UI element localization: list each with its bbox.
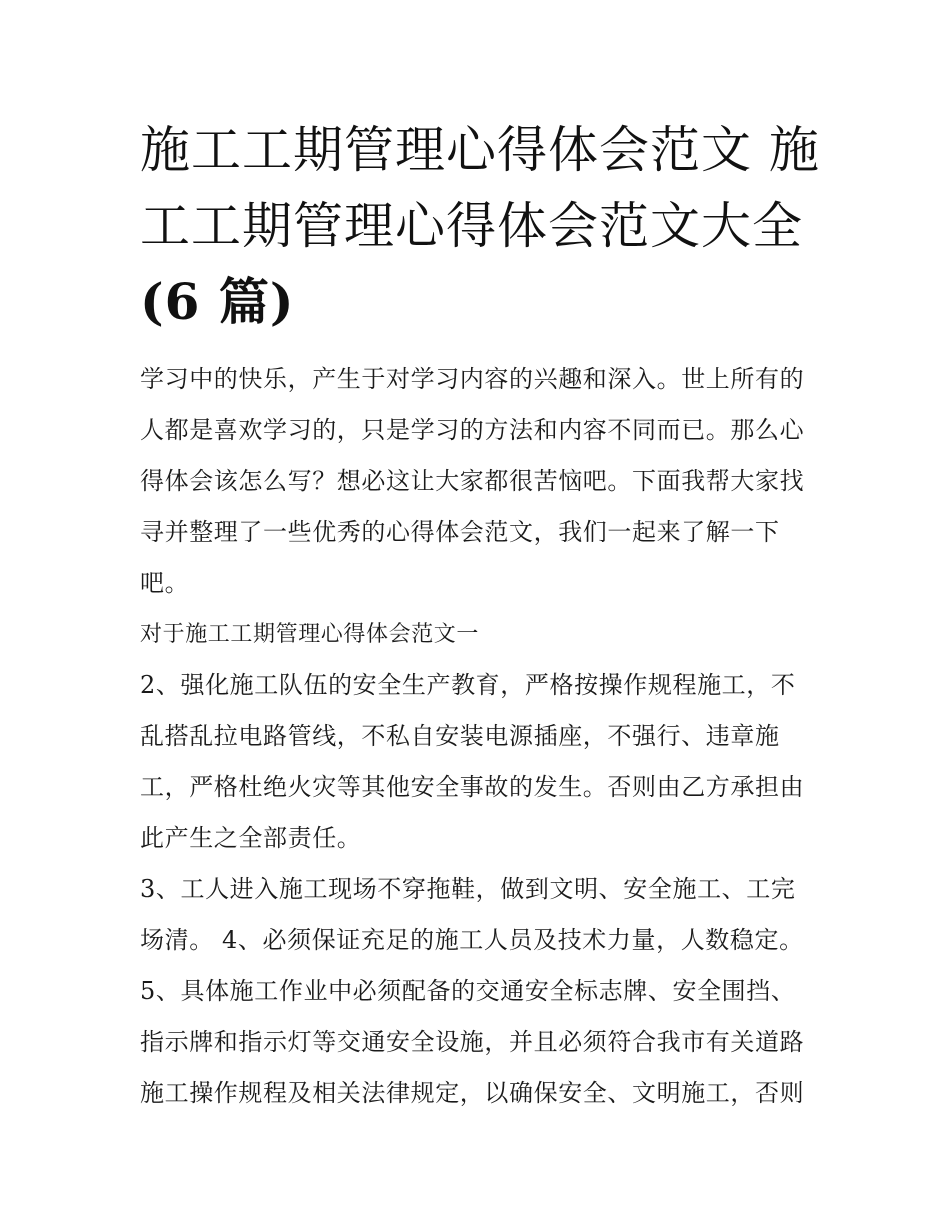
body-line: 吧。 — [140, 569, 190, 597]
body-line: 乱搭乱拉电路管线，不私自安装电源插座，不强行、违章施 — [140, 722, 780, 750]
body-line: 3、工人进入施工现场不穿拖鞋，做到文明、安全施工、工完 — [140, 875, 796, 903]
section-heading: 对于施工工期管理心得体会范文一 — [140, 622, 480, 647]
title-line-1: 施工工期管理心得体会范文 施 — [140, 121, 820, 179]
document-body — [140, 354, 820, 1119]
body-line: 指示牌和指示灯等交通安全设施，并且必须符合我市有关道路 — [140, 1028, 805, 1056]
body-line: 寻并整理了一些优秀的心得体会范文，我们一起来了解一下 — [140, 518, 780, 546]
body-line: 学习中的快乐，产生于对学习内容的兴趣和深入。世上所有的 — [140, 365, 805, 393]
body-line: 施工操作规程及相关法律规定，以确保安全、文明施工，否则 — [140, 1079, 805, 1107]
body-line: 场清。 4、必须保证充足的施工人员及技术力量，人数稳定。 — [140, 926, 804, 954]
body-line: 人都是喜欢学习的，只是学习的方法和内容不同而已。那么心 — [140, 416, 805, 444]
body-line: 此产生之全部责任。 — [140, 824, 362, 852]
document-title — [140, 112, 820, 340]
title-line-2: 工工期管理心得体会范文大全 — [140, 197, 803, 255]
body-line: 2、强化施工队伍的安全生产教育，严格按操作规程施工，不 — [140, 671, 796, 699]
title-line-3: (6 篇) — [140, 272, 295, 331]
body-line: 5、具体施工作业中必须配备的交通安全标志牌、安全围挡、 — [140, 977, 796, 1005]
body-line: 工，严格杜绝火灾等其他安全事故的发生。否则由乙方承担由 — [140, 773, 805, 801]
body-line: 得体会该怎么写？想必这让大家都很苦恼吧。下面我帮大家找 — [140, 467, 805, 495]
